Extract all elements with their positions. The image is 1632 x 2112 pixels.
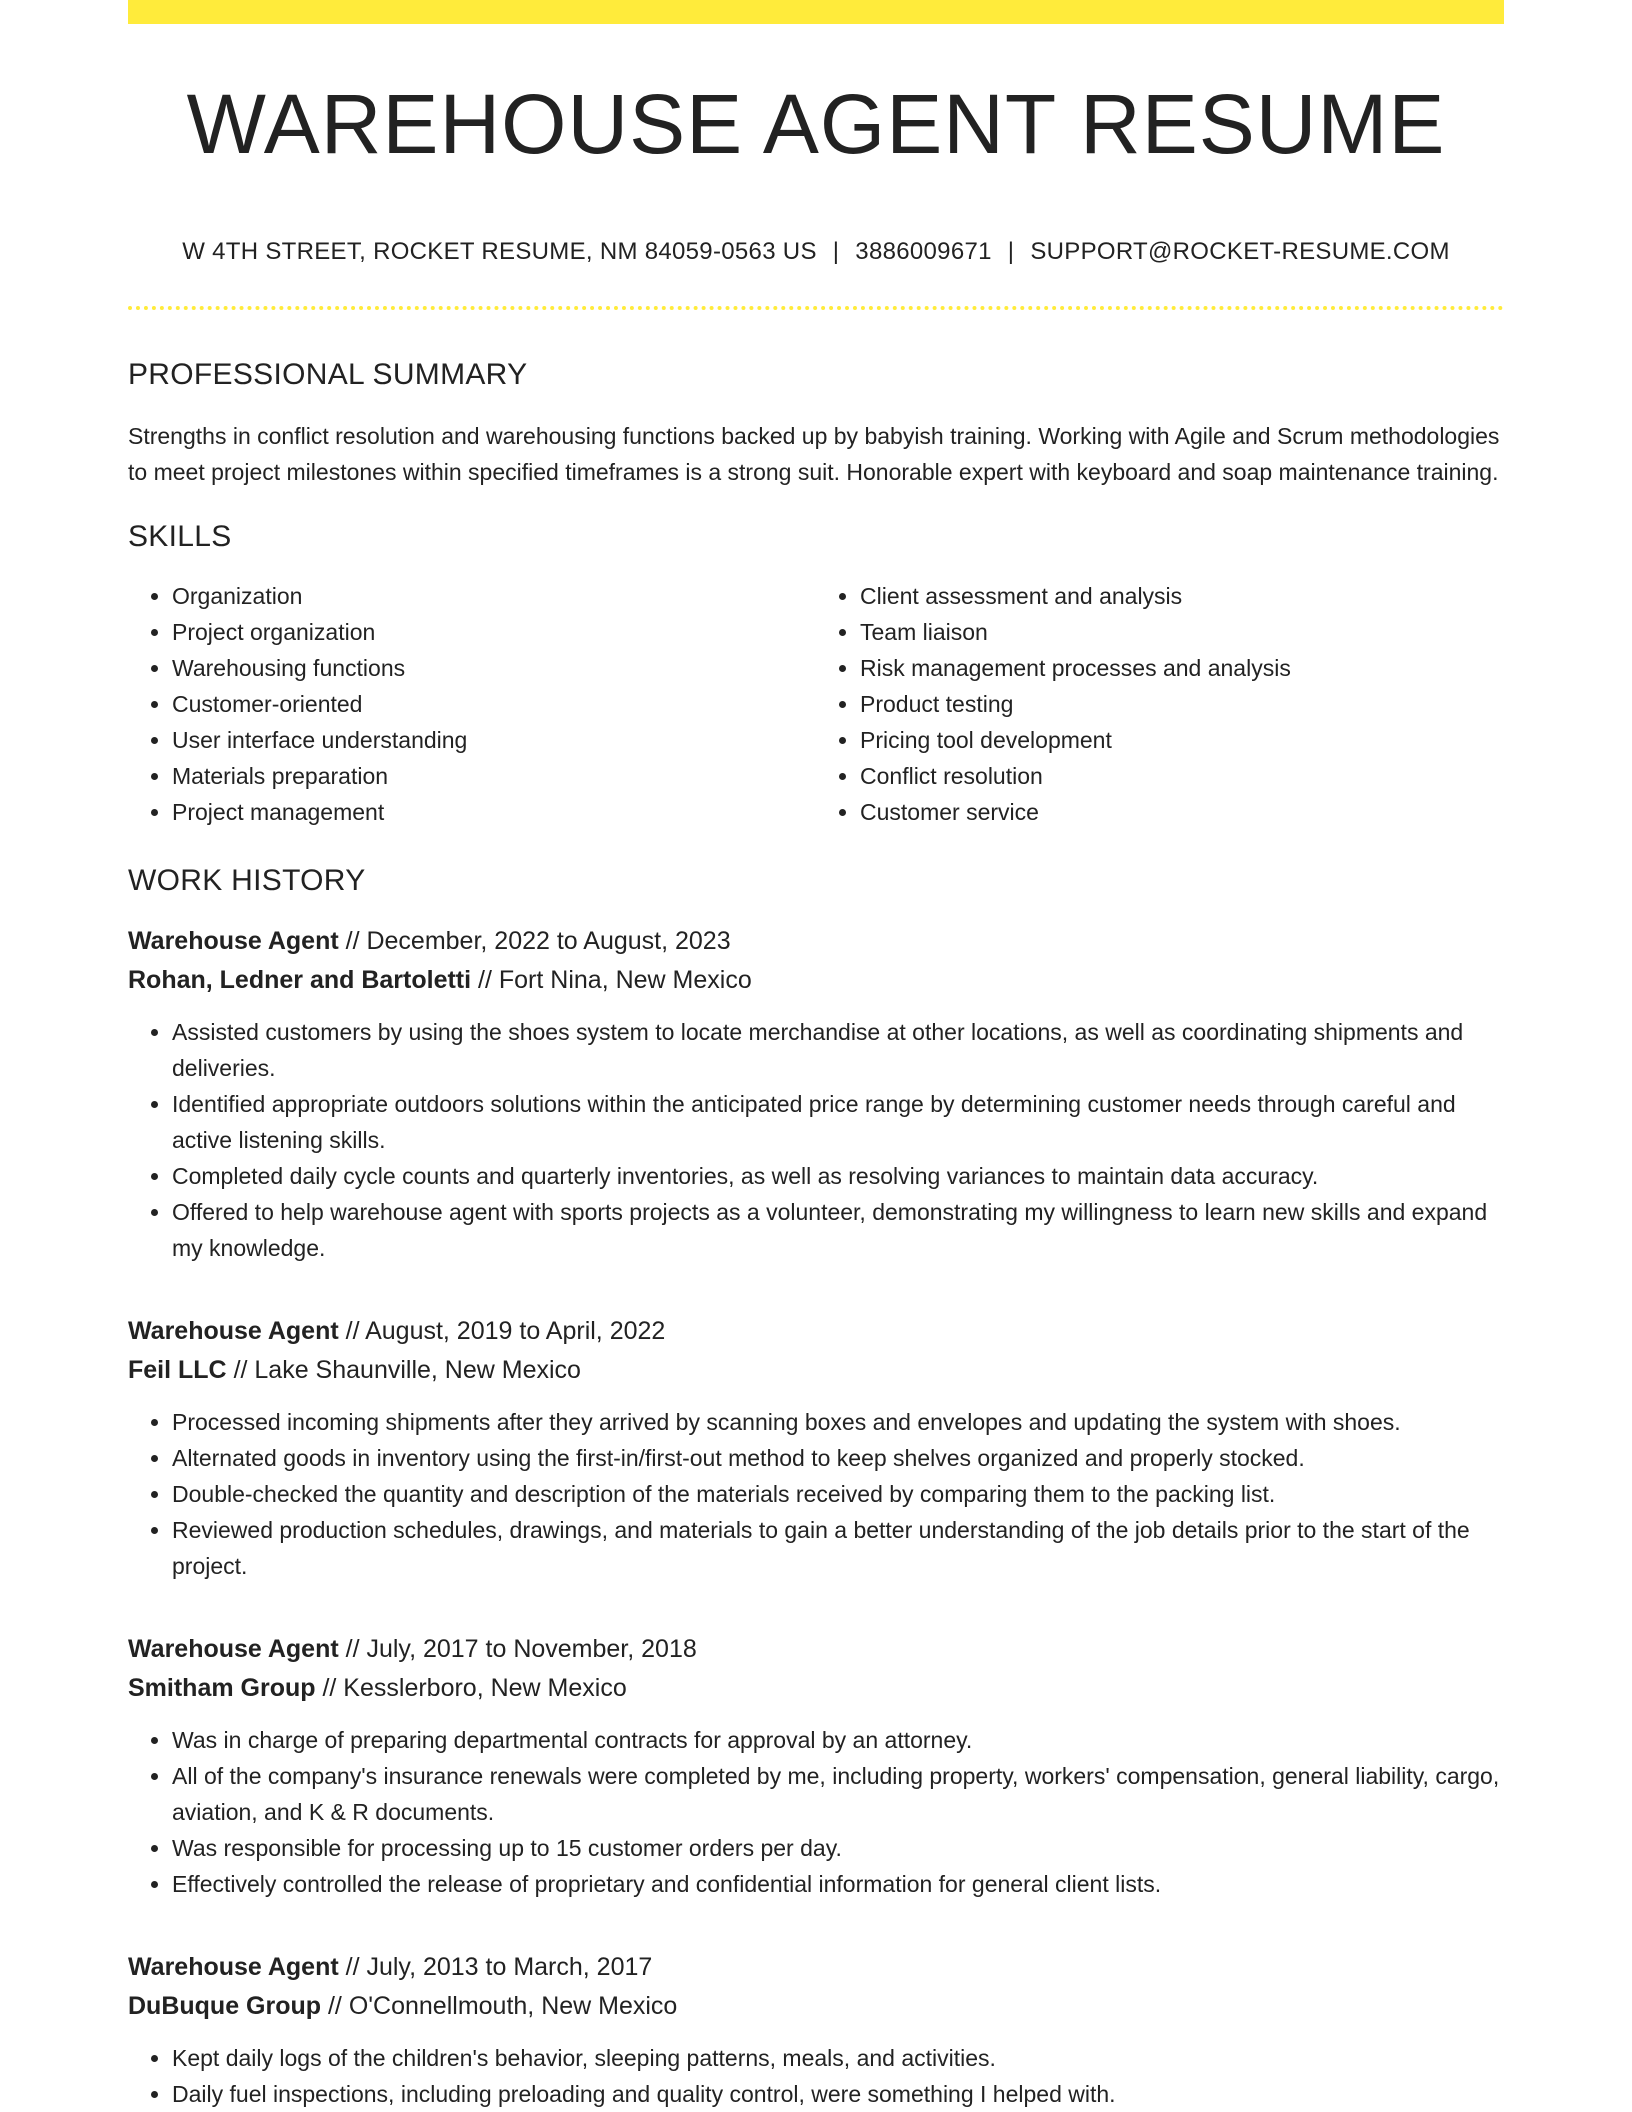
contact-phone: 3886009671 [855,238,992,265]
job-dates: // July, 2013 to March, 2017 [345,1953,653,1981]
job-role: Warehouse Agent [128,1317,339,1345]
contact-email: SUPPORT@ROCKET-RESUME.COM [1030,238,1450,265]
skill-item: • Risk management processes and analysis [860,650,1504,686]
job-bullet: • Was responsible for processing up to 15 customer orders per day. [172,1830,1504,1866]
summary-heading: PROFESSIONAL SUMMARY [128,358,528,391]
job-bullet: • Processed incoming shipments after they arrived by scanning boxes and envelopes and updating the system with shoes. [172,1404,1504,1440]
work-history-heading: WORK HISTORY [128,864,366,897]
contact-line [128,238,1504,266]
job-bullet: • Identified appropriate outdoors solutions within the anticipated price range by determining customer needs through careful and active listening skills. [172,1086,1504,1158]
job-bullet: • All of the company's insurance renewals were completed by me, including property, workers' compensation, general liability, cargo, aviation, and K & R documents. [172,1758,1504,1830]
skill-item: • Project organization [172,614,816,650]
job-bullet: • Offered to help warehouse agent with sports projects as a volunteer, demonstrating my willingness to learn new skills and expand my knowledge. [172,1194,1504,1266]
job-bullet: • Reviewed production schedules, drawings, and materials to gain a better understanding of the job details prior to the start of the project. [172,1512,1504,1584]
job-bullet: • Kept daily logs of the children's behavior, sleeping patterns, meals, and activities. [172,2040,1504,2076]
skill-item: • Materials preparation [172,758,816,794]
job-bullet: • Effectively controlled the release of proprietary and confidential information for general client lists. [172,1866,1504,1902]
job-bullets [128,2040,1504,2112]
job-bullet: • Was in charge of preparing departmental contracts for approval by an attorney. [172,1722,1504,1758]
job-company: Feil LLC [128,1356,227,1384]
skill-item: • Customer service [860,794,1504,830]
job-company-line [128,1351,1504,1390]
job-bullet: • Completed daily cycle counts and quarterly inventories, as well as resolving variances to maintain data accuracy. [172,1158,1504,1194]
job-location: // Fort Nina, New Mexico [478,966,752,994]
job-entry [128,1630,1504,1902]
top-accent-bar [128,0,1504,24]
resume-title: WAREHOUSE AGENT RESUME [186,77,1446,171]
job-role-line [128,1948,1504,1987]
skill-item: • Pricing tool development [860,722,1504,758]
skills-columns [128,578,1504,830]
job-bullet: • Assisted customers by using the shoes system to locate merchandise at other locations, as well as coordinating shipments and deliveries. [172,1014,1504,1086]
job-role: Warehouse Agent [128,927,339,955]
job-location: // Lake Shaunville, New Mexico [233,1356,581,1384]
skill-item: • Organization [172,578,816,614]
skills-heading: SKILLS [128,520,232,553]
job-bullets [128,1722,1504,1902]
job-company: DuBuque Group [128,1992,322,2020]
job-dates: // August, 2019 to April, 2022 [345,1317,666,1345]
job-location: // Kesslerboro, New Mexico [322,1674,627,1702]
job-entry [128,922,1504,1266]
job-company-line [128,1669,1504,1708]
skill-item: • User interface understanding [172,722,816,758]
job-role-line [128,922,1504,961]
job-location: // O'Connellmouth, New Mexico [327,1992,678,2020]
skill-item: • Customer-oriented [172,686,816,722]
resume-page [128,0,1504,2112]
skill-item: • Product testing [860,686,1504,722]
job-role-line [128,1312,1504,1351]
job-entry [128,1312,1504,1584]
job-company: Smitham Group [128,1674,316,1702]
skill-item: • Warehousing functions [172,650,816,686]
skill-item: • Client assessment and analysis [860,578,1504,614]
summary-text: Strengths in conflict resolution and warehousing functions backed up by babyish training. Working with Agile and Scrum methodologies to meet project milestones within specified timeframes is a strong suit. Honorable expert with keyboard and soap maintenance training. [128,423,1500,485]
job-role-line [128,1630,1504,1669]
job-bullets [128,1404,1504,1584]
contact-separator: | [832,238,840,265]
job-bullets [128,1014,1504,1266]
dotted-divider [128,306,1504,310]
contact-separator: | [1007,238,1015,265]
job-entry [128,1948,1504,2112]
job-company-line [128,1987,1504,2026]
job-company: Rohan, Ledner and Bartoletti [128,966,472,994]
skill-item: • Conflict resolution [860,758,1504,794]
job-dates: // July, 2017 to November, 2018 [345,1635,697,1663]
job-company-line [128,961,1504,1000]
job-dates: // December, 2022 to August, 2023 [345,927,731,955]
job-role: Warehouse Agent [128,1953,339,1981]
job-role: Warehouse Agent [128,1635,339,1663]
skills-right-list [816,578,1504,830]
skills-left-list [128,578,816,830]
skill-item: • Project management [172,794,816,830]
job-bullet: • Alternated goods in inventory using the first-in/first-out method to keep shelves organized and properly stocked. [172,1440,1504,1476]
contact-address: W 4TH STREET, ROCKET RESUME, NM 84059-0563 US [182,238,817,265]
job-bullet: • Double-checked the quantity and description of the materials received by comparing them to the packing list. [172,1476,1504,1512]
job-bullet: • Daily fuel inspections, including preloading and quality control, were something I helped with. [172,2076,1504,2112]
skill-item: • Team liaison [860,614,1504,650]
